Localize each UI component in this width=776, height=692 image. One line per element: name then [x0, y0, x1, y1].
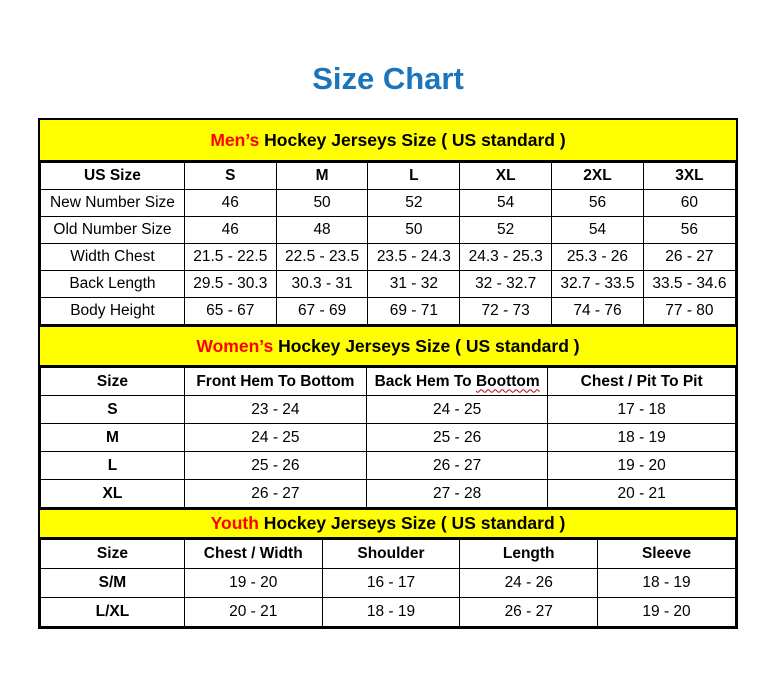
column-header: Length: [460, 540, 598, 569]
row-label: L/XL: [41, 598, 185, 627]
size-value-cell: 56: [552, 190, 644, 217]
size-value-cell: 25 - 26: [184, 452, 366, 480]
table-row: [41, 271, 736, 298]
size-value-cell: 32 - 32.7: [460, 271, 552, 298]
size-value-cell: 20 - 21: [548, 480, 736, 508]
row-label: L: [41, 452, 185, 480]
row-label: XL: [41, 480, 185, 508]
size-value-cell: 20 - 21: [184, 598, 322, 627]
size-value-cell: 17 - 18: [548, 396, 736, 424]
row-label: Back Length: [41, 271, 185, 298]
column-header: 2XL: [552, 163, 644, 190]
table-row: [41, 424, 736, 452]
header-row: [41, 540, 736, 569]
row-label: M: [41, 424, 185, 452]
youth-section-band: [40, 508, 736, 539]
youth-band-accent: Youth: [210, 513, 259, 533]
size-value-cell: 19 - 20: [598, 598, 736, 627]
column-header: Sleeve: [598, 540, 736, 569]
size-value-cell: 33.5 - 34.6: [643, 271, 735, 298]
size-value-cell: 19 - 20: [184, 569, 322, 598]
size-value-cell: 25.3 - 26: [552, 244, 644, 271]
row-label: Old Number Size: [41, 217, 185, 244]
size-value-cell: 26 - 27: [460, 598, 598, 627]
row-label: S: [41, 396, 185, 424]
column-header: Size: [41, 540, 185, 569]
size-value-cell: 18 - 19: [322, 598, 460, 627]
header-row: [41, 163, 736, 190]
size-value-cell: 65 - 67: [184, 298, 276, 325]
column-header: M: [276, 163, 368, 190]
header-row: [41, 368, 736, 396]
size-value-cell: 18 - 19: [598, 569, 736, 598]
size-value-cell: 24 - 25: [184, 424, 366, 452]
size-value-cell: 16 - 17: [322, 569, 460, 598]
column-header: Shoulder: [322, 540, 460, 569]
size-value-cell: 26 - 27: [643, 244, 735, 271]
size-value-cell: 54: [552, 217, 644, 244]
size-value-cell: 54: [460, 190, 552, 217]
size-value-cell: 52: [460, 217, 552, 244]
size-value-cell: 56: [643, 217, 735, 244]
column-header: Chest / Pit To Pit: [548, 368, 736, 396]
misspelled-word: Boottom: [475, 372, 540, 390]
size-value-cell: 25 - 26: [366, 424, 547, 452]
row-label: S/M: [41, 569, 185, 598]
womens-size-section: [40, 325, 736, 508]
size-value-cell: 46: [184, 217, 276, 244]
size-value-cell: 27 - 28: [366, 480, 547, 508]
table-row: [41, 244, 736, 271]
mens-section-band: [40, 120, 736, 162]
size-value-cell: 60: [643, 190, 735, 217]
mens-band-accent: Men’s: [210, 129, 260, 150]
size-value-cell: 31 - 32: [368, 271, 460, 298]
column-header: Front Hem To Bottom: [184, 368, 366, 396]
size-value-cell: 50: [276, 190, 368, 217]
youth-band-text: Hockey Jerseys Size ( US standard ): [258, 513, 566, 533]
size-value-cell: 22.5 - 23.5: [276, 244, 368, 271]
size-value-cell: 72 - 73: [460, 298, 552, 325]
column-header: Size: [41, 368, 185, 396]
size-value-cell: 77 - 80: [643, 298, 735, 325]
size-value-cell: 26 - 27: [366, 452, 547, 480]
size-value-cell: 46: [184, 190, 276, 217]
column-header: US Size: [41, 163, 185, 190]
womens-band-text: Hockey Jerseys Size ( US standard ): [273, 335, 580, 356]
column-header: Back Hem To Boottom: [366, 368, 547, 396]
youth-size-section: [40, 508, 736, 627]
row-label: Body Height: [41, 298, 185, 325]
size-value-cell: 26 - 27: [184, 480, 366, 508]
table-row: [41, 480, 736, 508]
size-value-cell: 19 - 20: [548, 452, 736, 480]
size-value-cell: 24 - 26: [460, 569, 598, 598]
table-row: [41, 190, 736, 217]
page-title: Size Chart: [312, 61, 464, 96]
size-value-cell: 32.7 - 33.5: [552, 271, 644, 298]
size-value-cell: 74 - 76: [552, 298, 644, 325]
size-value-cell: 24 - 25: [366, 396, 547, 424]
table-row: [41, 598, 736, 627]
youth-size-table: [40, 539, 736, 627]
row-label: New Number Size: [41, 190, 185, 217]
size-value-cell: 30.3 - 31: [276, 271, 368, 298]
size-value-cell: 52: [368, 190, 460, 217]
size-value-cell: 29.5 - 30.3: [184, 271, 276, 298]
table-row: [41, 396, 736, 424]
row-label: Width Chest: [41, 244, 185, 271]
column-header: Chest / Width: [184, 540, 322, 569]
column-header: 3XL: [643, 163, 735, 190]
mens-size-table: [40, 162, 736, 325]
womens-band-accent: Women’s: [196, 335, 274, 356]
column-header: XL: [460, 163, 552, 190]
table-row: [41, 569, 736, 598]
table-row: [41, 452, 736, 480]
column-header: L: [368, 163, 460, 190]
size-value-cell: 18 - 19: [548, 424, 736, 452]
size-value-cell: 48: [276, 217, 368, 244]
size-value-cell: 24.3 - 25.3: [460, 244, 552, 271]
size-value-cell: 23.5 - 24.3: [368, 244, 460, 271]
table-row: [41, 298, 736, 325]
column-header: S: [184, 163, 276, 190]
womens-size-table: [40, 367, 736, 508]
mens-size-section: [40, 120, 736, 325]
size-value-cell: 50: [368, 217, 460, 244]
table-row: [41, 217, 736, 244]
size-chart: [38, 118, 738, 629]
mens-band-text: Hockey Jerseys Size ( US standard ): [259, 129, 566, 150]
size-value-cell: 23 - 24: [184, 396, 366, 424]
womens-section-band: [40, 325, 736, 367]
size-value-cell: 21.5 - 22.5: [184, 244, 276, 271]
size-value-cell: 67 - 69: [276, 298, 368, 325]
size-value-cell: 69 - 71: [368, 298, 460, 325]
